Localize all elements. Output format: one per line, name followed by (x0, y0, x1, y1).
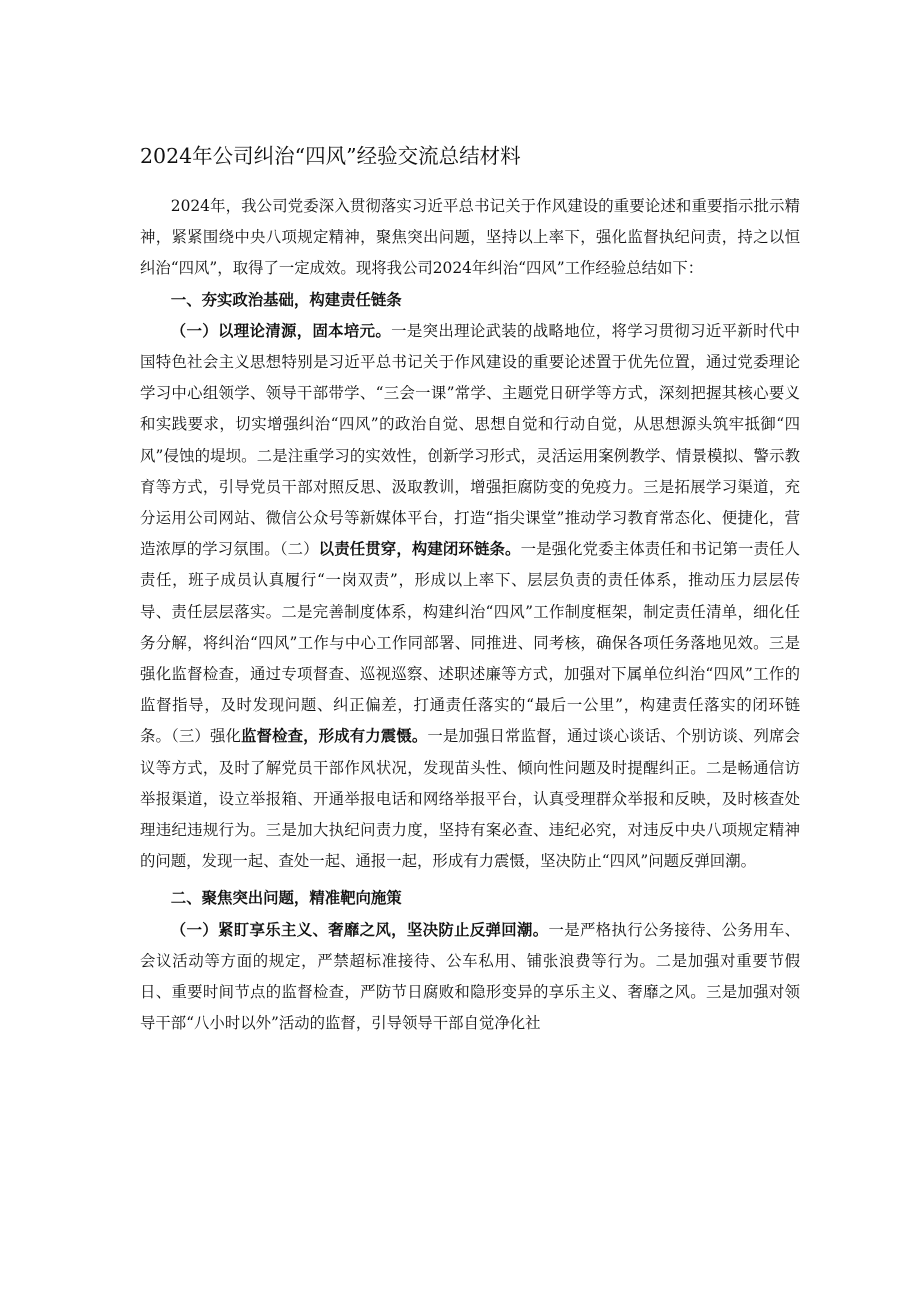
subsection-prefix-1-2: （二） (279, 540, 319, 559)
intro-paragraph: 2024年，我公司党委深入贯彻落实习近平总书记关于作风建设的重要论述和重要指示批示精神，紧紧围绕中央八项规定精神，聚焦突出问题，坚持以上率下，强化监督执纪问责，持之以恒纠治“四风”，取得了一定成效。现将我公司2024年纠治“四风”工作经验总结如下： (140, 197, 800, 278)
document-title: 2024年公司纠治“四风”经验交流总结材料 (140, 144, 521, 168)
subsection-prefix-1-3: （三）强化 (171, 727, 242, 746)
section-heading-1: 一、夯实政治基础，构建责任链条 (170, 290, 402, 309)
document-body (140, 191, 800, 1039)
subsection-title-1-3: 监督检查，形成有力震慑。 (241, 727, 428, 746)
subsection-title-1-2: 以责任贯穿，构建闭环链条。 (318, 540, 521, 559)
subsection-title-1-1: （一）以理论清源，固本培元。 (170, 321, 392, 340)
subsection-text-2-1: 一是严格执行公务接待、公务用车、会议活动等方面的规定，严禁超标准接待、公车私用、铺张浪费等行为。二是加强对重要节假日、重要时间节点的监督检查，严防节日腐败和隐形变异的享乐主义、奢靡之风。三是加强对领导干部“八小时以外”活动的监督，引导领导干部自觉净化社 (140, 920, 800, 1033)
subsection-title-2-1: （一）紧盯享乐主义、奢靡之风，坚决防止反弹回潮。 (170, 920, 549, 939)
section1-paragraph (140, 316, 800, 878)
subsection-text-1-3: 一是加强日常监督，通过谈心谈话、个别访谈、列席会议等方式，及时了解党员干部作风状况，发现苗头性、倾向性问题及时提醒纠正。二是畅通信访举报渠道，设立举报箱、开通举报电话和网络举报平台，认真受理群众举报和反映，及时核查处理违纪违规行为。三是加大执纪问责力度，坚持有案必查、违纪必究，对违反中央八项规定精神的问题，发现一起、查处一起、通报一起，形成有力震慑，坚决防止“四风”问题反弹回潮。 (140, 727, 800, 871)
subsection-text-1-1: 一是突出理论武装的战略地位，将学习贯彻习近平新时代中国特色社会主义思想特别是习近平总书记关于作风建设的重要论述置于优先位置，通过党委理论学习中心组领学、领导干部带学、“三会一课”常学、主题党日研学等方式，深刻把握其核心要义和实践要求，切实增强纠治“四风”的政治自觉、思想自觉和行动自觉，从思想源头筑牢抵御“四风”侵蚀的堤坝。二是注重学习的实效性，创新学习形式，灵活运用案例教学、情景模拟、警示教育等方式，引导党员干部对照反思、汲取教训，增强拒腐防变的免疫力。三是拓展学习渠道，充分运用公司网站、微信公众号等新媒体平台，打造“指尖课堂”推动学习教育常态化、便捷化，营造浓厚的学习氛围。 (140, 321, 800, 559)
section-heading-2: 二、聚焦突出问题，精准靶向施策 (170, 889, 402, 908)
subsection-text-1-2: 一是强化党委主体责任和书记第一责任人责任，班子成员认真履行“一岗双责”，形成以上率下、层层负责的责任体系，推动压力层层传导、责任层层落实。二是完善制度体系，构建纠治“四风”工作制度框架，制定责任清单，细化任务分解，将纠治“四风”工作与中心工作同部署、同推进、同考核，确保各项任务落地见效。三是强化监督检查，通过专项督查、巡视巡察、述职述廉等方式，加强对下属单位纠治“四风”工作的监督指导，及时发现问题、纠正偏差，打通责任落实的“最后一公里”，构建责任落实的闭环链条。 (140, 540, 800, 746)
section2-paragraph (140, 915, 800, 1040)
